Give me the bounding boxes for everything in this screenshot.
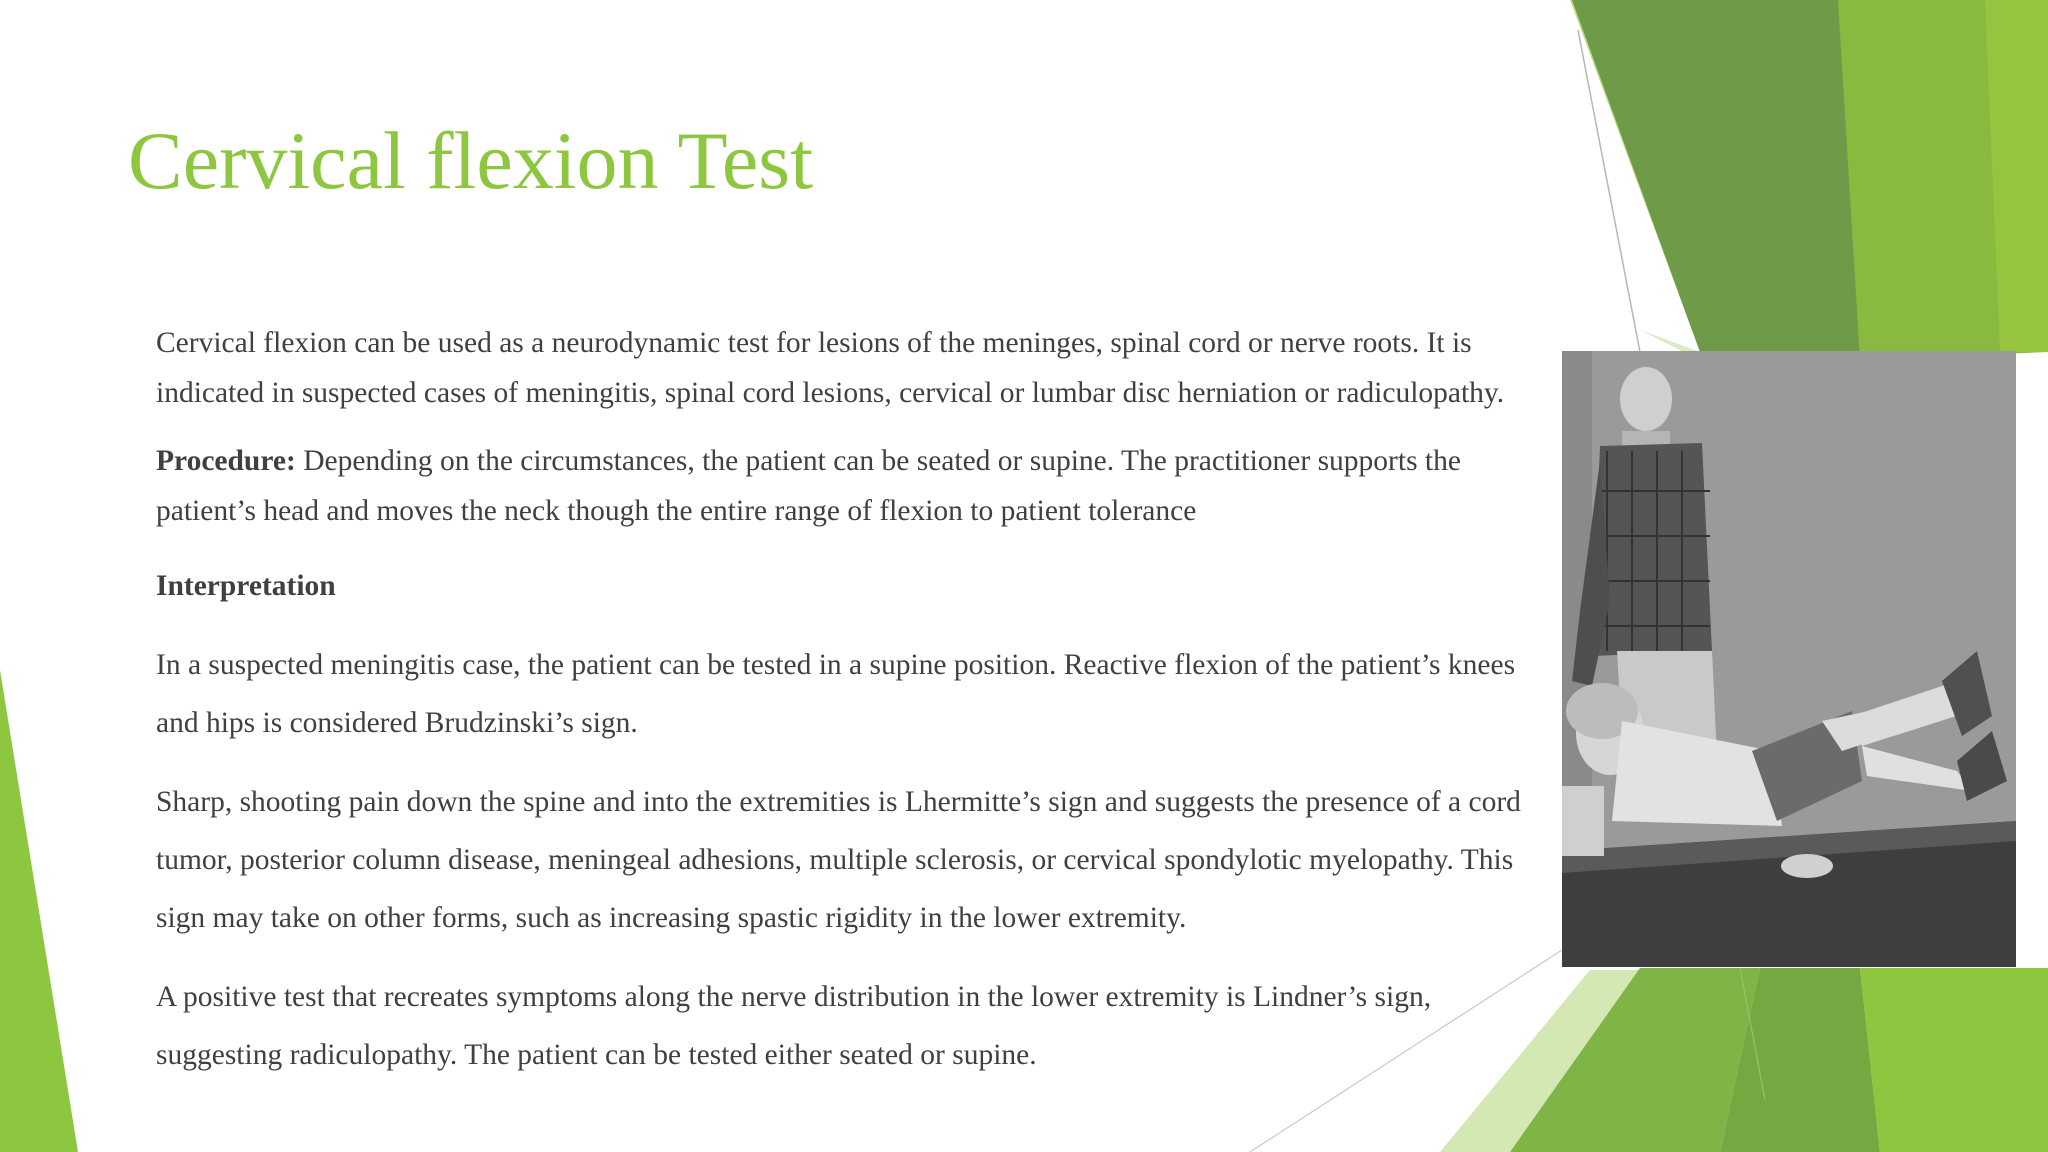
procedure-paragraph [156, 436, 1546, 536]
lhermitte-paragraph: Sharp, shooting pain down the spine and into the extremities is Lhermitte’s sign and suggests the presence of a cord tumor, posterior column disease, meningeal adhesions, multiple sclerosis, or cervical spondylotic myelopathy. This sign may take on other forms, such as increasing spastic rigidity in the lower extremity. [156, 786, 1521, 934]
lindner-paragraph: A positive test that recreates symptoms along the nerve distribution in the lower extremity is Lindner’s sign, suggesting radiculopathy. The patient can be tested either seated or supine. [156, 981, 1432, 1071]
brudzinski-paragraph: In a suspected meningitis case, the patient can be tested in a supine position. Reactive flexion of the patient’s knees and hips is considered Brudzinski’s sign. [156, 649, 1516, 739]
clinical-photo-icon [1562, 351, 2016, 967]
slide-body [156, 318, 1546, 1084]
intro-paragraph: Cervical flexion can be used as a neurodynamic test for lesions of the meninges, spinal cord or nerve roots. It is indicated in suspected cases of meningitis, spinal cord lesions, cervical or lumbar disc herniation or radiculopathy. [156, 327, 1505, 409]
slide-title: Cervical flexion Test [128, 115, 813, 206]
procedure-text: Depending on the circumstances, the patient can be seated or supine. The practitioner supports the patient’s head and moves the neck though the entire range of flexion to patient tolerance [156, 445, 1461, 527]
clinical-photo [1562, 351, 2016, 967]
procedure-label: Procedure: [156, 445, 296, 477]
interpretation-heading: Interpretation [156, 570, 336, 602]
